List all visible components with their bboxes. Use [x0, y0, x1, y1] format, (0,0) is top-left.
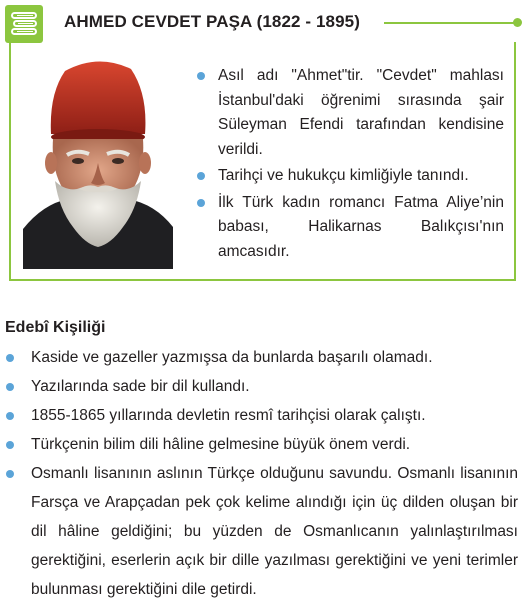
- list-item: 1855-1865 yıllarında devletin resmî tarihçisi olarak çalıştı.: [5, 401, 518, 430]
- list-item: Kaside ve gazeller yazmışsa da bunlarda başarılı olamadı.: [5, 343, 518, 372]
- title-divider: [384, 22, 518, 24]
- list-item: Yazılarında sade bir dil kullandı.: [5, 372, 518, 401]
- bullet-icon: [197, 72, 205, 80]
- bullet-icon: [6, 354, 14, 362]
- literary-features-list: [5, 343, 518, 604]
- list-item: Tarihçi ve hukukçu kimliğiyle tanındı.: [192, 164, 504, 189]
- portrait-image: [23, 59, 173, 269]
- list-item: Osmanlı lisanının aslının Türkçe olduğunu savundu. Osmanlı lisanının Farsça ve Arapçadan pek çok kelime alındığı için üç dilden oluşan bir dil hâline geldiğini; bu yüzden de Osmanlıcanın yalınlaştırılması gerektiğini, eserlerin açık bir dille yazılması gerektiğini ve yeni terimler bulunması gerektiğini dile getirdi.: [5, 459, 518, 604]
- bullet-icon: [6, 470, 14, 478]
- list-item: Türkçenin bilim dili hâline gelmesine büyük önem verdi.: [5, 430, 518, 459]
- bullet-icon: [197, 199, 205, 207]
- page-title: AHMED CEVDET PAŞA (1822 - 1895): [64, 12, 360, 31]
- list-item: İlk Türk kadın romancı Fatma Aliye’nin babası, Halikarnas Balıkçısı'nın amcasıdır.: [192, 191, 504, 265]
- bullet-icon: [6, 383, 14, 391]
- title-divider-dot: [513, 18, 522, 27]
- book-stack-icon: [5, 5, 43, 43]
- bullet-icon: [6, 412, 14, 420]
- bullet-icon: [197, 172, 205, 180]
- section-title: Edebî Kişiliği: [5, 319, 106, 336]
- list-item: Asıl adı "Ahmet"tir. "Cevdet" mahlası İstanbul'daki öğrenimi sırasında şair Süleyman Efendi tarafından kendisine verildi.: [192, 64, 504, 162]
- biography-list: [192, 64, 504, 266]
- bullet-icon: [6, 441, 14, 449]
